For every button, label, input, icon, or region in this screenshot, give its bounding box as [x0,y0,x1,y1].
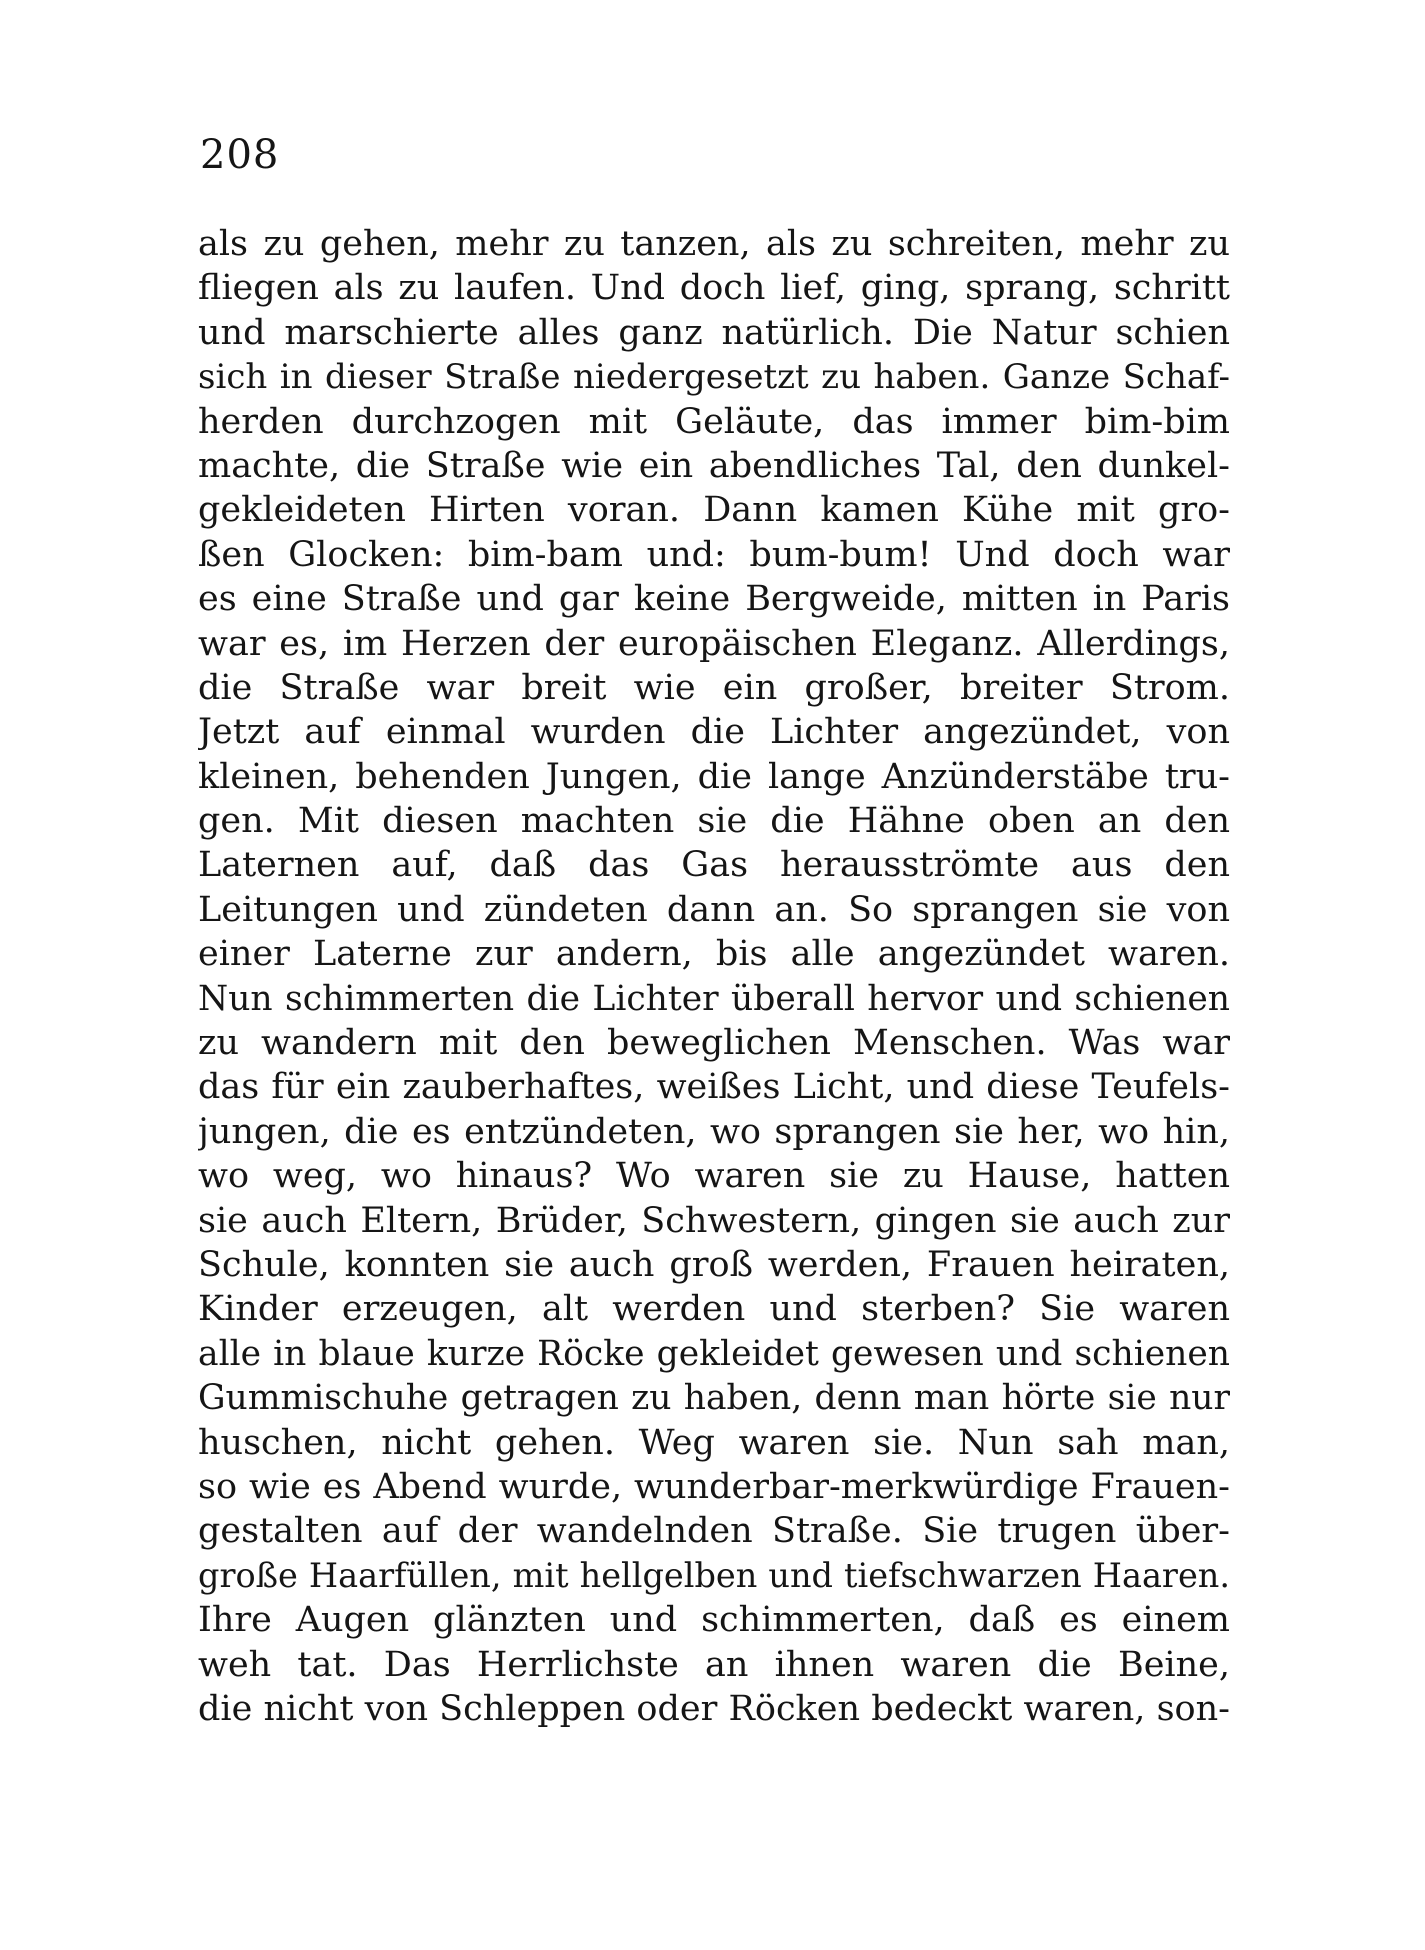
text-line: machte, die Straße wie ein abendliches Tal, den dunkel- [198,445,1230,486]
text-line: weh tat. Das Herrlichste an ihnen waren die Beine, [198,1644,1230,1685]
text-line: fliegen als zu laufen. Und doch lief, ging, sprang, schritt [198,268,1230,309]
text-line: Ihre Augen glänzten und schimmerten, daß es einem [198,1600,1230,1641]
text-line: als zu gehen, mehr zu tanzen, als zu schreiten, mehr zu [198,224,1230,264]
text-line: sich in dieser Straße niedergesetzt zu haben. Ganze Schaf- [198,357,1230,398]
text-line: die Straße war breit wie ein großer, breiter Strom. [198,667,1230,708]
text-line: einer Laterne zur andern, bis alle angezündet waren. [198,934,1230,975]
text-line: gen. Mit diesen machten sie die Hähne oben an den [198,801,1230,842]
text-line: alle in blaue kurze Röcke gekleidet gewesen und schienen [198,1333,1230,1374]
text-line: Laternen auf, daß das Gas herausströmte aus den [198,845,1230,886]
text-line: gekleideten Hirten voran. Dann kamen Kühe mit gro- [198,490,1230,531]
text-line: Gummischuhe getragen zu haben, denn man hörte sie nur [198,1378,1230,1419]
text-line: die nicht von Schleppen oder Röcken bedeckt waren, son- [198,1688,1230,1729]
body-text [198,222,1230,1731]
text-line: und marschierte alles ganz natürlich. Die Natur schien [198,312,1230,353]
text-line: kleinen, behenden Jungen, die lange Anzünderstäbe tru- [198,756,1230,797]
text-line: Kinder erzeugen, alt werden und sterben? Sie waren [198,1289,1230,1330]
text-line: sie auch Eltern, Brüder, Schwestern, gingen sie auch zur [198,1200,1230,1241]
text-line: Jetzt auf einmal wurden die Lichter angezündet, von [198,712,1230,753]
text-line: so wie es Abend wurde, wunderbar-merkwürdige Frauen- [198,1466,1230,1507]
text-line: das für ein zauberhaftes, weißes Licht, und diese Teufels- [198,1067,1230,1108]
text-line: huschen, nicht gehen. Weg waren sie. Nun sah man, [198,1422,1230,1463]
text-line: jungen, die es entzündeten, wo sprangen sie her, wo hin, [198,1111,1230,1152]
text-line: es eine Straße und gar keine Bergweide, mitten in Paris [198,579,1230,620]
text-line: Leitungen und zündeten dann an. So sprangen sie von [198,889,1230,930]
text-line: war es, im Herzen der europäischen Eleganz. Allerdings, [198,623,1230,664]
page-number: 208 [200,132,280,178]
text-line: zu wandern mit den beweglichen Menschen. Was war [198,1023,1230,1064]
text-line: Nun schimmerten die Lichter überall hervor und schienen [198,978,1230,1019]
text-line: wo weg, wo hinaus? Wo waren sie zu Hause, hatten [198,1156,1230,1197]
text-line: herden durchzogen mit Geläute, das immer bim-bim [198,401,1230,442]
text-line: Schule, konnten sie auch groß werden, Frauen heiraten, [198,1244,1230,1285]
text-line: ßen Glocken: bim-bam und: bum-bum! Und doch war [198,534,1230,575]
text-line: große Haarfüllen, mit hellgelben und tiefschwarzen Haaren. [198,1555,1230,1595]
text-line: gestalten auf der wandelnden Straße. Sie trugen über- [198,1511,1230,1552]
